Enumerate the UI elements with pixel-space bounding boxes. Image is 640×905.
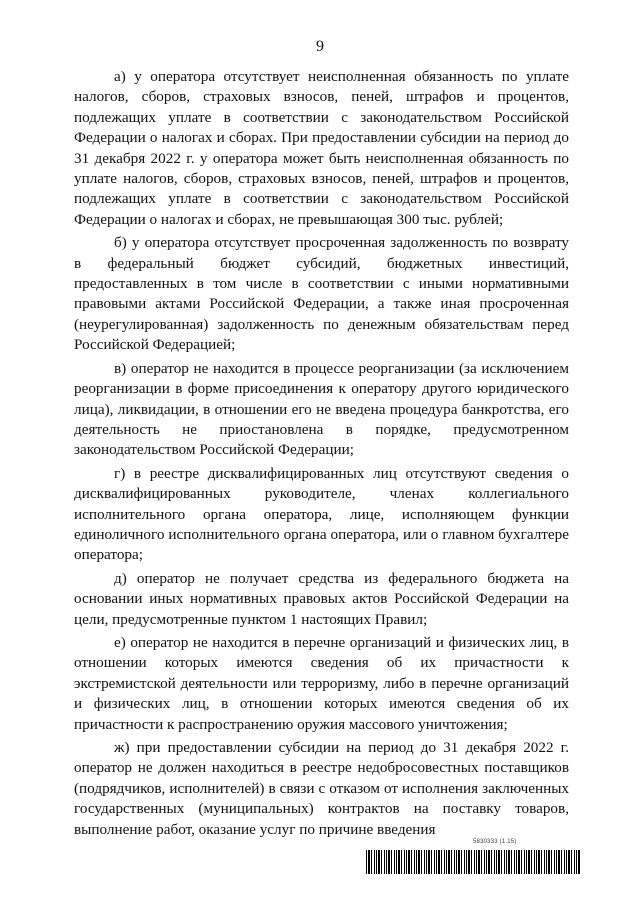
document-body <box>74 67 569 843</box>
paragraph-e: е) оператор не находится в перечне организаций и физических лиц, в отношении которых имеются сведения об их причастности к экстремистской деятельности или терроризму, либо в перечне организаций и физических лиц, в отношении которых имеются сведения об их причастности к распространению оружия массового уничтожения; <box>74 633 569 733</box>
paragraph-a: а) у оператора отсутствует неисполненная обязанность по уплате налогов, сборов, страховых взносов, пеней, штрафов и процентов, подлежащих уплате в соответствии с законодательством Российской Федерации о налогах и сборах. При предоставлении субсидии на период до 31 декабря 2022 г. у оператора может быть неисполненная обязанность по уплате налогов, сборов, страховых взносов, пеней, штрафов и процентов, подлежащих уплате в соответствии с законодательством Российской Федерации о налогах и сборах, не превышающая 300 тыс. рублей; <box>74 68 569 228</box>
page-number: 9 <box>316 38 324 55</box>
barcode-icon <box>366 850 581 874</box>
document-code: 5830333 (1.15) <box>473 839 517 845</box>
paragraph-g: г) в реестре дисквалифицированных лиц отсутствуют сведения о дисквалифицированных руководителе, членах коллегиального исполнительного органа оператора, лице, исполняющем функции единоличного исполнительного органа оператора, или о главном бухгалтере оператора; <box>74 464 569 564</box>
paragraph-d: д) оператор не получает средства из федерального бюджета на основании иных нормативных правовых актов Российской Федерации на цели, предусмотренные пунктом 1 настоящих Правил; <box>74 569 569 628</box>
paragraph-v: в) оператор не находится в процессе реорганизации (за исключением реорганизации в форме присоединения к оператору другого юридического лица), ликвидации, в отношении его не введена процедура банкротства, его деятельность не приостановлена в порядке, предусмотренном законодательством Российской Федерации; <box>74 359 569 459</box>
paragraph-b: б) у оператора отсутствует просроченная задолженность по возврату в федеральный бюджет субсидий, бюджетных инвестиций, предоставленных в том числе в соответствии с иными нормативными правовыми актами Российской Федерации, а также иная просроченная (неурегулированная) задолженность по денежным обязательствам перед Российской Федерацией; <box>74 234 569 354</box>
paragraph-zh: ж) при предоставлении субсидии на период до 31 декабря 2022 г. оператор не должен находиться в реестре недобросовестных поставщиков (подрядчиков, исполнителей) в связи с отказом от исполнения заключенных государственных (муниципальных) контрактов на поставку товаров, выполнение работ, оказание услуг по причине введения <box>74 739 569 838</box>
